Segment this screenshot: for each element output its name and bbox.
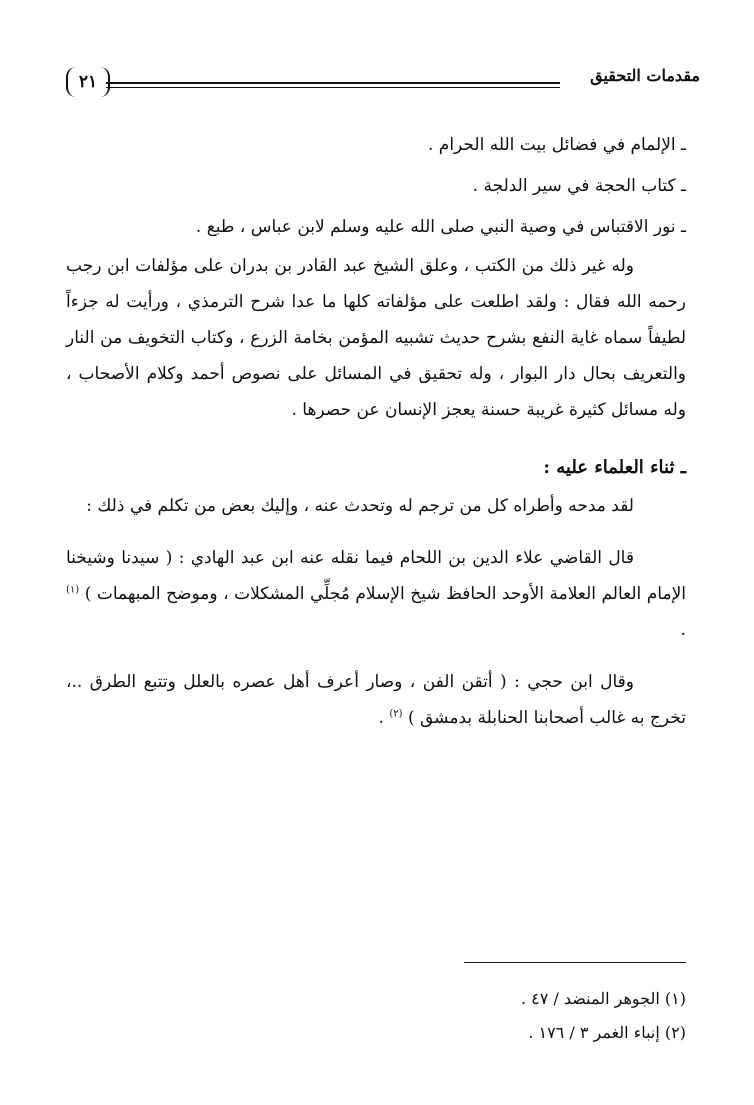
running-header (66, 62, 700, 102)
page-number: ٢١ (66, 67, 110, 97)
section-heading: ـ ثناء العلماء عليه : (543, 457, 686, 478)
quote-paragraph-1 (66, 540, 686, 648)
footnote-separator (464, 962, 686, 963)
footnote: (٢) إنباء الغمر ٣ / ١٧٦ . (528, 1023, 686, 1042)
quote-text: قال القاضي علاء الدين بن اللحام فيما نقله عنه ابن عبد الهادي : ( سيدنا وشيخنا الإمام العالم العلامة الأوحد الحافظ شيخ الإسلام مُجلِّي المشكلات ، وموضح المبهمات ) (66, 548, 686, 604)
list-item: ـ نور الاقتباس في وصية النبي صلى الله عليه وسلم لابن عباس ، طبع . (195, 217, 686, 237)
intro-paragraph: لقد مدحه وأطراه كل من ترجم له وتحدث عنه ، وإليك بعض من تكلم في ذلك : (86, 496, 634, 516)
paragraph-works: وله غير ذلك من الكتب ، وعلق الشيخ عبد القادر بن بدران على مؤلفات ابن رجب رحمه الله فقال : ولقد اطلعت على مؤلفاته كلها ما عدا شرح الترمذي ، ورأيت له جزءاً لطيفاً سماه غاية النفع بشرح حديث تشبيه المؤمن بخامة الزرع ، وكتاب التخويف من النار والتعريف بحال دار البوار ، وله تحقيق في المسائل على نصوص أحمد وكلام الأصحاب ، وله مسائل كثيرة غريبة حسنة يعجز الإنسان عن حصرها . (66, 256, 686, 420)
footnote: (١) الجوهر المنضد / ٤٧ . (520, 989, 686, 1008)
footnote-ref: (٢) (389, 708, 403, 720)
header-title: مقدمات التحقيق (590, 66, 700, 85)
header-rule-thin (106, 87, 560, 88)
quote-paragraph-2 (66, 664, 686, 736)
quote-end: . (680, 620, 686, 640)
list-item: ـ الإلمام في فضائل بيت الله الحرام . (428, 135, 686, 155)
quote-text: وقال ابن حجي : ( أتقن الفن ، وصار أعرف أهل عصره بالعلل وتتبع الطرق ..، تخرج به غالب أصحابنا الحنابلة بدمشق ) (66, 672, 686, 728)
quote-end: . (378, 708, 390, 728)
footnote-ref: (١) (66, 584, 80, 596)
list-item: ـ كتاب الحجة في سير الدلجة . (472, 176, 686, 196)
main-text (66, 125, 686, 736)
header-rule (106, 82, 560, 84)
footnotes (66, 982, 686, 1050)
